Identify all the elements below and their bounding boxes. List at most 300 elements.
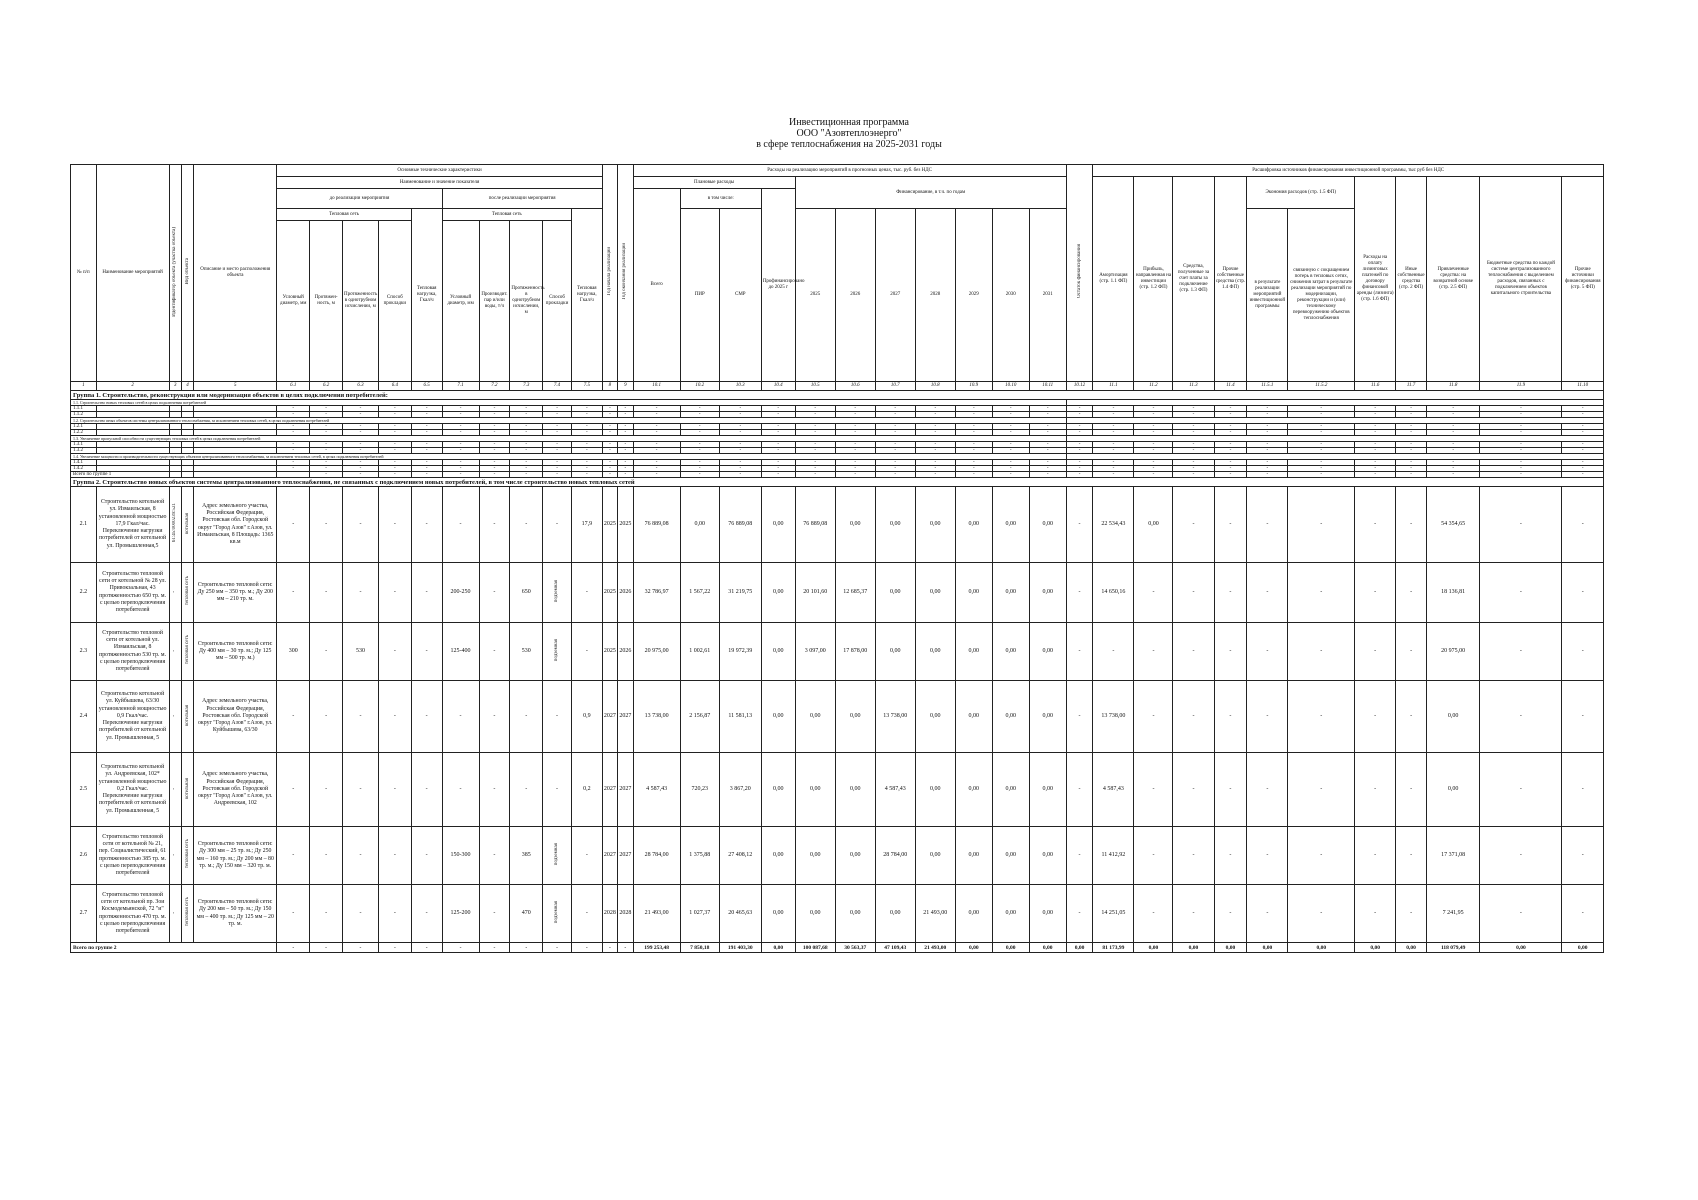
empty-cell: - — [602, 448, 617, 454]
head-budget: Бюджетные средства по каждой системе централизованного теплоснабжения с выделением расходов, связанных с подключением объектов капитального строительства — [1480, 177, 1562, 382]
row-s5: - — [1247, 827, 1288, 885]
empty-cell: - — [1396, 466, 1427, 472]
empty-cell: - — [277, 430, 310, 436]
row-f7: 0,00 — [1029, 885, 1066, 943]
row-f2: 0,00 — [835, 681, 875, 753]
row-d3: - — [343, 681, 379, 753]
row-d3: - — [343, 827, 379, 885]
empty-cell: - — [343, 448, 379, 454]
empty-cell: - — [277, 424, 310, 430]
row-a5: - — [571, 827, 602, 885]
empty-cell: - — [442, 472, 479, 478]
empty-cell: - — [875, 424, 915, 430]
row-s3: - — [1173, 885, 1214, 943]
column-number: 7.1 — [442, 382, 479, 391]
row-d4: - — [378, 827, 411, 885]
row-s10: - — [1480, 681, 1562, 753]
empty-cell: - — [1173, 442, 1214, 448]
head-tech: Основные технические характеристики — [277, 165, 602, 177]
empty-cell: - — [1355, 412, 1396, 418]
total-f4: 21 493,00 — [915, 943, 955, 953]
row-f3: 13 738,00 — [875, 681, 915, 753]
total-s2: 0,00 — [1134, 943, 1173, 953]
row-a2: - — [479, 623, 510, 681]
head-id: Идентификатор объекта (участка объекта) — [172, 226, 178, 317]
empty-cell: - — [633, 406, 680, 412]
row-a5: - — [571, 623, 602, 681]
empty-cell: - — [442, 448, 479, 454]
empty-cell: - — [442, 406, 479, 412]
row-object-type: тепловая сеть — [184, 897, 190, 927]
empty-cell: - — [1134, 472, 1173, 478]
head-year-2031: 2031 — [1029, 209, 1066, 382]
empty-cell: - — [795, 442, 835, 448]
row-description: Строительство тепловой сети: Ду 200 мм – 50 тр. м.; Ду 150 мм – 400 тр. м.; Ду 125 мм – 20 тр. м. — [194, 885, 277, 943]
row-s8: - — [1396, 885, 1427, 943]
empty-cell: - — [1066, 472, 1093, 478]
empty-cell: - — [1066, 460, 1093, 466]
head-profit: Прибыль, направленная на инвестиции (стр. 1.2 ФП) — [1134, 177, 1173, 382]
row-f7: 0,00 — [1029, 681, 1066, 753]
empty-cell: - — [618, 448, 633, 454]
row-smr: 76 889,08 — [719, 487, 761, 563]
row-d1: - — [277, 827, 310, 885]
empty-cell: - — [1426, 412, 1479, 418]
row-s4: - — [1214, 487, 1247, 563]
row-f4: 0,00 — [915, 563, 955, 623]
empty-cell: - — [1288, 460, 1355, 466]
empty-cell: - — [955, 442, 992, 448]
empty-cell: - — [633, 460, 680, 466]
head-credit: Привлеченные средства: на возвратной основе (стр. 2.5 ФП) — [1426, 177, 1479, 382]
empty-cell: - — [543, 406, 572, 412]
empty-cell: - — [571, 412, 602, 418]
empty-cell: - — [310, 466, 343, 472]
empty-cell: - — [1288, 406, 1355, 412]
row-s10: - — [1480, 827, 1562, 885]
empty-cell: - — [1093, 460, 1134, 466]
row-object-type: котельная — [184, 512, 190, 534]
row-s3: - — [1173, 753, 1214, 827]
empty-cell: - — [680, 466, 719, 472]
table-row — [71, 623, 1604, 681]
total-pre: 0,00 — [761, 943, 795, 953]
row-s5: - — [1247, 563, 1288, 623]
row-d1: 300 — [277, 623, 310, 681]
head-amort: Амортизация (стр. 1.1 ФП) — [1093, 177, 1134, 382]
empty-cell: - — [1173, 406, 1214, 412]
row-s2: - — [1134, 753, 1173, 827]
empty-cell: - — [1426, 448, 1479, 454]
empty-cell: - — [761, 430, 795, 436]
head-load-after: Тепловая нагрузка, Гкал/ч — [571, 209, 602, 382]
row-total: 20 975,00 — [633, 623, 680, 681]
head-prokl-after: Способ прокладки — [543, 221, 572, 382]
total-rest: 0,00 — [1066, 943, 1093, 953]
empty-cell: - — [1426, 460, 1479, 466]
empty-cell: - — [1355, 442, 1396, 448]
empty-cell: - — [1396, 442, 1427, 448]
row-y1: 2025 — [602, 623, 617, 681]
empty-cell: - — [1480, 412, 1562, 418]
head-load-before: Тепловая нагрузка, Гкал/ч — [411, 209, 442, 382]
row-total: 28 784,00 — [633, 827, 680, 885]
row-s5: - — [1247, 681, 1288, 753]
row-a4: подземная — [554, 842, 560, 866]
empty-cell: - — [571, 406, 602, 412]
empty-cell: - — [1355, 406, 1396, 412]
empty-cell: - — [875, 448, 915, 454]
empty-cell: - — [1029, 430, 1066, 436]
column-number: 11.10 — [1562, 382, 1604, 391]
empty-cell: - — [543, 472, 572, 478]
empty-cell: - — [1426, 424, 1479, 430]
column-number: 7.5 — [571, 382, 602, 391]
empty-cell: - — [1066, 448, 1093, 454]
empty-cell: - — [1426, 472, 1479, 478]
row-f6: 0,00 — [992, 487, 1029, 563]
row-s3: - — [1173, 827, 1214, 885]
empty-cell: - — [571, 460, 602, 466]
head-funds: Средства, полученные за счет платы за подключение (стр. 1.3 ФП) — [1173, 177, 1214, 382]
column-number: 10.10 — [992, 382, 1029, 391]
empty-cell: - — [571, 472, 602, 478]
empty-cell: - — [633, 442, 680, 448]
total-f6: 0,00 — [992, 943, 1029, 953]
row-label: Всего по группе 1 — [71, 472, 170, 478]
row-y1: 2027 — [602, 827, 617, 885]
row-label: 1.1.1 — [71, 406, 97, 412]
row-pir: 720,23 — [680, 753, 719, 827]
group2-total-label: Всего по группе 2 — [71, 943, 277, 953]
row-a3: - — [510, 681, 543, 753]
column-number: 10.1 — [633, 382, 680, 391]
empty-cell: - — [1093, 424, 1134, 430]
empty-cell: - — [479, 406, 510, 412]
row-s3: - — [1173, 623, 1214, 681]
row-s8: - — [1396, 753, 1427, 827]
row-object-type: котельная — [184, 777, 190, 799]
table-row — [71, 681, 1604, 753]
empty-cell: - — [343, 466, 379, 472]
row-y2: 2027 — [618, 827, 633, 885]
column-number: 11.8 — [1426, 382, 1479, 391]
empty-cell: - — [992, 430, 1029, 436]
row-rest: - — [1066, 753, 1093, 827]
row-name: Строительство тепловой сети от котельной ул. Измаильская, 8 протяженностью 530 тр. м. с целью переподключения потребителей — [96, 623, 169, 681]
row-f7: 0,00 — [1029, 623, 1066, 681]
empty-cell: - — [915, 442, 955, 448]
row-f7: 0,00 — [1029, 487, 1066, 563]
empty-cell: - — [343, 412, 379, 418]
row-s8: - — [1396, 563, 1427, 623]
empty-cell: - — [602, 412, 617, 418]
empty-cell: - — [1396, 424, 1427, 430]
column-number: 10.12 — [1066, 382, 1093, 391]
empty-cell: - — [835, 472, 875, 478]
row-rest: - — [1066, 623, 1093, 681]
empty-cell: - — [1066, 466, 1093, 472]
row-d4: - — [378, 681, 411, 753]
row-identifier: - — [172, 854, 178, 856]
empty-cell: - — [992, 466, 1029, 472]
row-d5: - — [411, 827, 442, 885]
empty-cell: - — [411, 412, 442, 418]
empty-cell: - — [955, 460, 992, 466]
row-s1: 11 412,92 — [1093, 827, 1134, 885]
empty-cell: - — [411, 466, 442, 472]
empty-cell: - — [915, 460, 955, 466]
empty-cell: - — [1093, 412, 1134, 418]
empty-cell: - — [1355, 466, 1396, 472]
row-s5: - — [1247, 753, 1288, 827]
row-y2: 2027 — [618, 753, 633, 827]
empty-cell: - — [510, 472, 543, 478]
row-s8: - — [1396, 827, 1427, 885]
empty-cell: - — [1134, 448, 1173, 454]
empty-cell: - — [1214, 466, 1247, 472]
empty-cell: - — [680, 442, 719, 448]
row-description: Строительство тепловой сети: Ду 400 мм – 30 тр. м.; Ду 125 мм – 500 тр. м.) — [194, 623, 277, 681]
head-incl: в том числе: — [680, 189, 761, 209]
column-number: 2 — [96, 382, 169, 391]
empty-cell: - — [442, 466, 479, 472]
empty-cell: - — [343, 406, 379, 412]
empty-cell: - — [1214, 412, 1247, 418]
empty-cell: - — [633, 466, 680, 472]
row-s7: - — [1355, 563, 1396, 623]
row-f7: 0,00 — [1029, 753, 1066, 827]
empty-cell: - — [1355, 424, 1396, 430]
empty-cell: - — [761, 448, 795, 454]
empty-cell: - — [510, 460, 543, 466]
row-a1: 125-400 — [442, 623, 479, 681]
empty-cell: - — [277, 442, 310, 448]
column-number: 11.6 — [1355, 382, 1396, 391]
empty-cell: - — [571, 424, 602, 430]
empty-cell: - — [442, 412, 479, 418]
row-f5: 0,00 — [955, 753, 992, 827]
row-rest: - — [1066, 563, 1093, 623]
row-name: Строительство котельной ул. Куйбышева, 63/30 установленной мощностью 0,9 Гкал/час. Переключение нагрузки потребителей от котельной ул. Промышленная, 5 — [96, 681, 169, 753]
row-f6: 0,00 — [992, 885, 1029, 943]
empty-cell: - — [479, 412, 510, 418]
row-s4: - — [1214, 681, 1247, 753]
row-label: 1.4.1 — [71, 460, 97, 466]
empty-cell: - — [602, 442, 617, 448]
row-a4: подземная — [554, 579, 560, 603]
empty-cell: - — [719, 472, 761, 478]
row-f2: 0,00 — [835, 487, 875, 563]
row-s6: - — [1288, 487, 1355, 563]
row-a1: 150-300 — [442, 827, 479, 885]
row-pre: 0,00 — [761, 885, 795, 943]
row-number: 2.3 — [71, 623, 97, 681]
empty-cell: - — [510, 424, 543, 430]
head-year-end: Год окончания реализации — [622, 243, 628, 300]
empty-cell: - — [1093, 466, 1134, 472]
empty-cell: - — [719, 406, 761, 412]
empty-cell: - — [1214, 472, 1247, 478]
head-typ-before: Протяженность в однотрубном исчислении, м — [343, 221, 379, 382]
row-label: 1.2.2 — [71, 430, 97, 436]
row-s10: - — [1480, 753, 1562, 827]
empty-cell: - — [277, 466, 310, 472]
total-f7: 0,00 — [1029, 943, 1066, 953]
empty-cell: - — [1214, 406, 1247, 412]
row-f3: 0,00 — [875, 487, 915, 563]
empty-cell: - — [955, 406, 992, 412]
row-s9: 17 371,08 — [1426, 827, 1479, 885]
row-pre: 0,00 — [761, 623, 795, 681]
empty-cell: - — [1093, 430, 1134, 436]
empty-cell: - — [915, 466, 955, 472]
row-y2: 2025 — [618, 487, 633, 563]
title-line-2: ООО "Азовтеплоэнерго" — [796, 128, 902, 139]
empty-cell: - — [277, 460, 310, 466]
empty-cell: - — [1288, 412, 1355, 418]
head-indicator: Наименование и значение показателя — [277, 177, 602, 189]
empty-cell: - — [992, 406, 1029, 412]
total-s11: 0,00 — [1562, 943, 1604, 953]
row-description: Строительство тепловой сети: Ду 300 мм – 25 тр. м.; Ду 250 мм – 160 тр. м.; Ду 200 мм – 80 тр. м.; Ду 150 мм – 320 тр. м. — [194, 827, 277, 885]
empty-cell: - — [277, 412, 310, 418]
row-s7: - — [1355, 827, 1396, 885]
column-number: 10.8 — [915, 382, 955, 391]
empty-cell: - — [1355, 472, 1396, 478]
group1-sub1: 1.1. Строительство новых тепловых сетей в целях подключения потребителей — [71, 400, 1067, 406]
empty-cell: - — [1288, 430, 1355, 436]
empty-cell: - — [411, 424, 442, 430]
empty-cell: - — [835, 412, 875, 418]
empty-cell: - — [875, 406, 915, 412]
row-a2: - — [479, 885, 510, 943]
row-s9: 54 354,65 — [1426, 487, 1479, 563]
row-a3: 470 — [510, 885, 543, 943]
empty-cell: - — [1214, 424, 1247, 430]
column-number: 10.11 — [1029, 382, 1066, 391]
head-after: после реализации мероприятия — [442, 189, 602, 209]
column-number: 11.7 — [1396, 382, 1427, 391]
row-a1: - — [442, 681, 479, 753]
empty-cell: - — [761, 442, 795, 448]
row-s1: - — [1093, 623, 1134, 681]
total-s5: 0,00 — [1247, 943, 1288, 953]
row-label: 1.3.2 — [71, 448, 97, 454]
row-s11: - — [1562, 753, 1604, 827]
row-y1: 2028 — [602, 885, 617, 943]
row-d5: - — [411, 563, 442, 623]
empty-cell: - — [442, 430, 479, 436]
empty-cell: - — [761, 424, 795, 430]
empty-cell: - — [915, 448, 955, 454]
empty-cell: - — [510, 442, 543, 448]
empty-cell: - — [719, 424, 761, 430]
empty-cell: - — [618, 406, 633, 412]
empty-cell: - — [571, 442, 602, 448]
row-description: Адрес земельного участка, Российская Федерация, Ростовская обл. Городской округ "Город Азов" г.Азов, ул. Измаильская, 8 Площадь: 1365 кв.м — [194, 487, 277, 563]
row-f3: 0,00 — [875, 885, 915, 943]
empty-cell: - — [1247, 448, 1288, 454]
row-s10: - — [1480, 623, 1562, 681]
column-number: 10.5 — [795, 382, 835, 391]
head-net-after: Тепловая сеть — [442, 209, 571, 221]
row-s7: - — [1355, 681, 1396, 753]
row-smr: 3 867,20 — [719, 753, 761, 827]
empty-cell: - — [411, 448, 442, 454]
empty-cell: - — [1173, 448, 1214, 454]
investment-program-table — [70, 164, 1604, 953]
row-s3: - — [1173, 563, 1214, 623]
empty-cell: - — [1247, 424, 1288, 430]
row-s10: - — [1480, 885, 1562, 943]
row-d5: - — [411, 623, 442, 681]
empty-cell: - — [1247, 442, 1288, 448]
row-s6: - — [1288, 623, 1355, 681]
empty-cell: - — [1066, 442, 1093, 448]
empty-cell: - — [835, 430, 875, 436]
column-number: 11.4 — [1214, 382, 1247, 391]
column-number: 7.3 — [510, 382, 543, 391]
empty-cell: - — [378, 442, 411, 448]
table-row — [71, 487, 1604, 563]
empty-cell: - — [543, 424, 572, 430]
empty-cell: - — [835, 448, 875, 454]
empty-cell: - — [543, 460, 572, 466]
empty-cell: - — [571, 943, 602, 953]
row-rest: - — [1066, 827, 1093, 885]
empty-cell: - — [343, 472, 379, 478]
empty-cell: - — [1134, 406, 1173, 412]
row-f1: 0,00 — [795, 885, 835, 943]
empty-cell: - — [1029, 442, 1066, 448]
empty-cell: - — [915, 412, 955, 418]
empty-cell: - — [835, 424, 875, 430]
empty-cell: - — [277, 406, 310, 412]
column-number: 10.2 — [680, 382, 719, 391]
empty-cell: - — [992, 412, 1029, 418]
empty-cell: - — [378, 430, 411, 436]
empty-cell: - — [719, 448, 761, 454]
row-f2: 17 878,00 — [835, 623, 875, 681]
empty-cell: - — [1562, 406, 1604, 412]
empty-cell: - — [875, 472, 915, 478]
empty-cell: - — [343, 424, 379, 430]
head-year-2028: 2028 — [915, 209, 955, 382]
empty-cell: - — [680, 406, 719, 412]
row-s11: - — [1562, 623, 1604, 681]
row-a2: - — [479, 563, 510, 623]
empty-cell: - — [479, 472, 510, 478]
row-y1: 2025 — [602, 563, 617, 623]
head-costs: Расходы на реализацию мероприятий в прогнозных ценах, тыс. руб. без НДС — [633, 165, 1066, 177]
head-pre2025: Профинансировано до 2025 г — [761, 189, 795, 382]
empty-cell: - — [633, 448, 680, 454]
row-d2: - — [310, 681, 343, 753]
row-d5: - — [411, 681, 442, 753]
empty-cell: - — [510, 448, 543, 454]
empty-cell: - — [680, 412, 719, 418]
title-line-1: Инвестиционная программа — [789, 117, 909, 128]
empty-cell: - — [761, 412, 795, 418]
head-len-before: Протяжен-ность, м — [310, 221, 343, 382]
row-f5: 0,00 — [955, 827, 992, 885]
empty-cell: - — [1134, 442, 1173, 448]
row-pre: 0,00 — [761, 487, 795, 563]
empty-cell: - — [1134, 430, 1173, 436]
column-number: 7.2 — [479, 382, 510, 391]
row-d1: - — [277, 563, 310, 623]
